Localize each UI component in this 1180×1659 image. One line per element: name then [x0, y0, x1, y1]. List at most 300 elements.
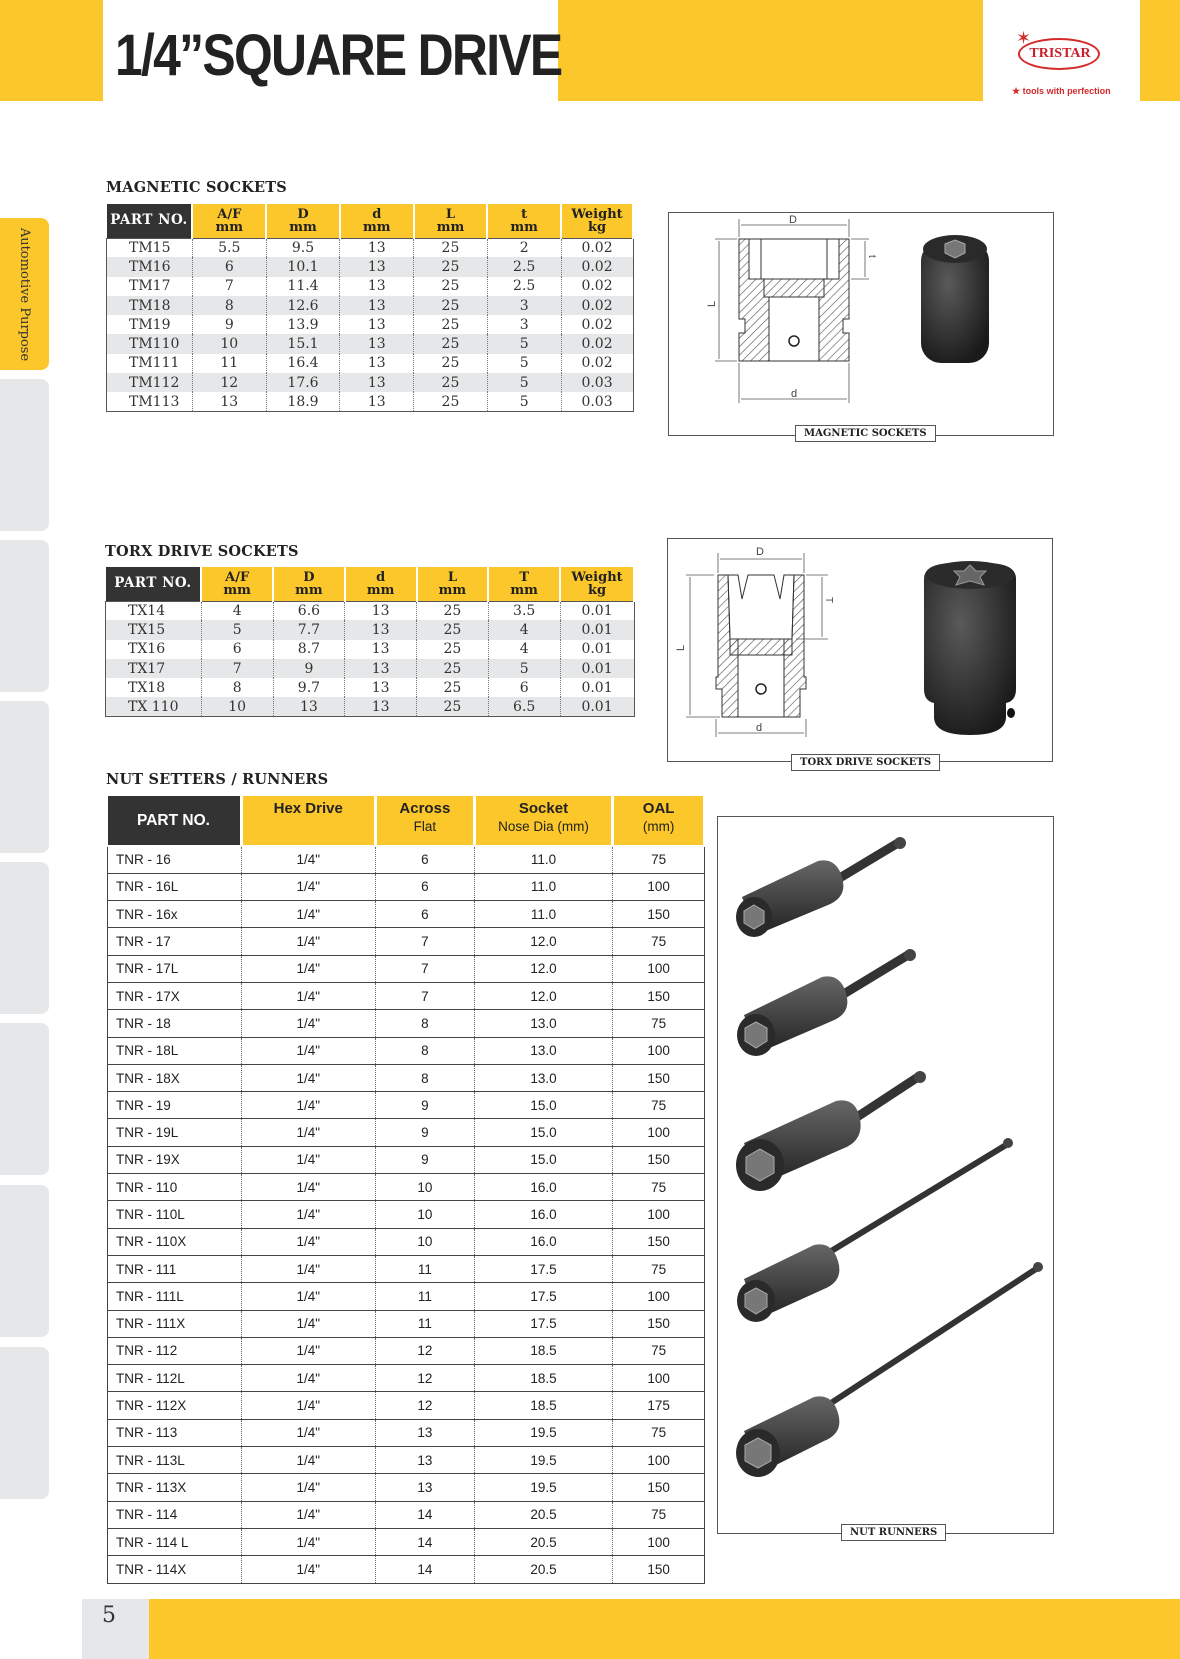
- column-header: [561, 204, 633, 238]
- column-header-unit: mm: [366, 582, 395, 598]
- table-cell: TM111: [129, 355, 180, 372]
- side-tab-automotive-purpose[interactable]: [0, 218, 49, 370]
- column-header: [201, 567, 273, 601]
- column-header-unit: mm: [510, 219, 538, 235]
- table-cell: 6: [192, 257, 266, 276]
- table-cell: TNR - 114 L: [108, 1528, 242, 1555]
- column-header-unit: mm: [436, 219, 465, 235]
- column-header-sub: Flat: [413, 819, 437, 834]
- table-cell: 0.02: [561, 257, 633, 276]
- table-cell: 7: [375, 982, 474, 1009]
- table-cell: 1/4": [241, 1474, 375, 1501]
- table-cell: 150: [613, 1556, 705, 1583]
- table-row: [107, 334, 634, 353]
- table-cell: 11: [375, 1310, 474, 1337]
- column-header: [345, 567, 417, 601]
- table-cell: 0.01: [560, 620, 634, 639]
- table-cell: 13: [340, 334, 414, 353]
- magnetic-sockets-table: [106, 204, 634, 412]
- table-cell: 75: [613, 1010, 705, 1037]
- table-cell: TNR - 18L: [108, 1037, 242, 1064]
- table-cell: 0.01: [560, 601, 634, 620]
- table-cell: 10: [375, 1174, 474, 1201]
- side-tab-6[interactable]: [0, 1023, 49, 1175]
- table-cell: 100: [613, 1119, 705, 1146]
- table-cell: 13: [340, 392, 414, 411]
- side-tab-3[interactable]: [0, 540, 49, 692]
- table-cell: 15.0: [474, 1119, 613, 1146]
- table-cell: 150: [613, 1064, 705, 1091]
- table-cell: 1/4": [241, 1447, 375, 1474]
- table-cell: 12: [375, 1365, 474, 1392]
- table-cell: 12: [375, 1392, 474, 1419]
- table-cell: TX 110: [106, 697, 202, 716]
- table-header-row: [108, 796, 705, 846]
- brand-name: TRISTAR: [1029, 46, 1091, 61]
- table-cell: 25: [414, 354, 488, 373]
- star-icon: ✶: [1016, 28, 1032, 49]
- table-cell: 9: [375, 1092, 474, 1119]
- table-cell: 1/4": [241, 1528, 375, 1555]
- table-cell: 13.0: [474, 1010, 613, 1037]
- table-row: [108, 901, 705, 928]
- table-cell: 1/4": [241, 1146, 375, 1173]
- table-cell: 5: [487, 354, 561, 373]
- table-row: [108, 1119, 705, 1146]
- column-header: [241, 796, 375, 846]
- table-cell: 12: [192, 373, 266, 392]
- table-cell: 19.5: [474, 1419, 613, 1446]
- table-cell: 0.01: [560, 678, 634, 697]
- table-cell: 13: [345, 601, 417, 620]
- header-band-left: [0, 0, 103, 101]
- table-cell: TX15: [106, 620, 202, 639]
- dim-label-L: L: [675, 644, 687, 651]
- table-cell: 6: [375, 901, 474, 928]
- table-cell: TNR - 110L: [108, 1201, 242, 1228]
- table-cell: 18.5: [474, 1365, 613, 1392]
- column-header-label: L: [445, 206, 456, 222]
- column-header-sub: Nose Dia (mm): [498, 819, 589, 834]
- column-header-label: d: [372, 206, 382, 222]
- table-cell: TNR - 114X: [108, 1556, 242, 1583]
- table-cell: 13: [340, 257, 414, 276]
- table-cell: 100: [613, 1528, 705, 1555]
- table-cell: 6: [488, 678, 560, 697]
- dim-label-T: T: [823, 597, 834, 604]
- table-cell: 15.0: [474, 1146, 613, 1173]
- magnetic-sockets-title: MAGNETIC SOCKETS: [106, 179, 287, 196]
- table-cell: 12.6: [266, 296, 340, 315]
- table-cell: 1/4": [241, 1392, 375, 1419]
- table-row: [107, 392, 634, 411]
- side-tab-label: Automotive Purpose: [17, 227, 32, 361]
- table-cell: TNR - 16L: [108, 873, 242, 900]
- table-cell: 75: [613, 1419, 705, 1446]
- table-row: [107, 315, 634, 334]
- table-row: [108, 1501, 705, 1528]
- nut-runners-photo: [718, 817, 1053, 1533]
- column-header-unit: mm: [362, 219, 391, 235]
- nut-runner-3: [736, 1071, 926, 1191]
- table-cell: 16.4: [266, 354, 340, 373]
- table-cell: 0.02: [561, 334, 633, 353]
- table-cell: 16.0: [474, 1201, 613, 1228]
- table-cell: 100: [613, 1447, 705, 1474]
- table-cell: 5: [487, 392, 561, 411]
- table-cell: TX14: [128, 602, 166, 619]
- table-cell: 0.02: [561, 315, 633, 334]
- table-row: [108, 1092, 705, 1119]
- nut-runner-1: [736, 837, 906, 937]
- table-cell: TNR - 111X: [108, 1310, 242, 1337]
- table-row: [108, 1365, 705, 1392]
- table-cell: 1/4": [241, 1283, 375, 1310]
- table-cell: 175: [613, 1392, 705, 1419]
- table-cell: 13: [340, 296, 414, 315]
- table-cell: 4: [488, 620, 560, 639]
- column-header-unit: kg: [587, 582, 607, 598]
- column-header: [106, 567, 202, 601]
- column-header-label: Socket: [518, 800, 569, 817]
- table-cell: 12.0: [474, 982, 613, 1009]
- table-cell: 7: [375, 928, 474, 955]
- table-cell: 10: [192, 334, 266, 353]
- table-cell: 25: [414, 373, 488, 392]
- table-cell: 7.7: [273, 620, 345, 639]
- dim-label-d: d: [791, 388, 798, 400]
- table-cell: 18.5: [474, 1337, 613, 1364]
- column-header-unit: mm: [295, 582, 323, 598]
- table-cell: 75: [613, 1501, 705, 1528]
- table-cell: 8.7: [273, 640, 345, 659]
- table-row: [107, 354, 634, 373]
- column-header: [375, 796, 474, 846]
- header-band-middle: [558, 0, 983, 101]
- table-row: [108, 1037, 705, 1064]
- table-cell: 7: [375, 955, 474, 982]
- table-cell: 100: [613, 873, 705, 900]
- column-header-label: PART NO.: [137, 811, 210, 829]
- table-cell: 9: [192, 315, 266, 334]
- magnetic-figure-caption: MAGNETIC SOCKETS: [795, 425, 936, 442]
- side-tab-7[interactable]: [0, 1185, 49, 1337]
- table-cell: 75: [613, 1337, 705, 1364]
- page-number: 5: [102, 1603, 116, 1628]
- table-cell: 25: [414, 334, 488, 353]
- table-cell: 6: [375, 846, 474, 873]
- table-cell: TM17: [129, 278, 171, 295]
- table-cell: 18.5: [474, 1392, 613, 1419]
- table-cell: 13: [375, 1447, 474, 1474]
- table-cell: TNR - 110: [108, 1174, 242, 1201]
- column-header-label: L: [447, 569, 457, 585]
- table-cell: 13: [345, 659, 417, 678]
- table-row: [108, 1010, 705, 1037]
- table-cell: 6.6: [273, 601, 345, 620]
- table-row: [106, 620, 635, 639]
- table-cell: 1/4": [241, 1064, 375, 1091]
- column-header: [108, 796, 242, 846]
- table-cell: 1/4": [241, 1201, 375, 1228]
- table-cell: 20.5: [474, 1528, 613, 1555]
- table-cell: 5: [488, 659, 560, 678]
- table-cell: TNR - 17: [108, 928, 242, 955]
- table-cell: 9.7: [273, 678, 345, 697]
- table-cell: 75: [613, 846, 705, 873]
- side-tab-label-wrap: [0, 218, 49, 370]
- column-header-unit: mm: [510, 582, 538, 598]
- table-cell: 19.5: [474, 1447, 613, 1474]
- column-header: [192, 204, 266, 238]
- table-cell: 0.01: [560, 659, 634, 678]
- column-header-unit: kg: [587, 219, 607, 235]
- table-cell: 0.02: [561, 238, 633, 257]
- table-row: [108, 1419, 705, 1446]
- nut-setters-title: NUT SETTERS / RUNNERS: [106, 771, 329, 788]
- table-cell: 6.5: [488, 697, 560, 716]
- torx-figure-caption: TORX DRIVE SOCKETS: [791, 754, 940, 771]
- table-row: [107, 257, 634, 276]
- table-cell: 5: [487, 334, 561, 353]
- column-header: [613, 796, 705, 846]
- table-cell: 11.0: [474, 901, 613, 928]
- table-cell: 8: [375, 1064, 474, 1091]
- table-cell: 100: [613, 1037, 705, 1064]
- table-cell: 1/4": [241, 955, 375, 982]
- table-row: [108, 1255, 705, 1282]
- table-row: [108, 1556, 705, 1583]
- dim-label-d: d: [756, 722, 763, 734]
- footer-band: [149, 1599, 1180, 1659]
- table-cell: TNR - 111: [108, 1255, 242, 1282]
- table-cell: 15.1: [266, 334, 340, 353]
- table-cell: 12.0: [474, 955, 613, 982]
- table-row: [107, 238, 634, 257]
- table-cell: 0.02: [561, 354, 633, 373]
- table-cell: 10.1: [266, 257, 340, 276]
- table-header-row: [106, 567, 635, 601]
- table-cell: 9: [273, 659, 345, 678]
- table-cell: TNR - 18X: [108, 1064, 242, 1091]
- side-tab-8[interactable]: [0, 1347, 49, 1499]
- table-cell: TNR - 111L: [108, 1283, 242, 1310]
- table-row: [108, 1392, 705, 1419]
- table-row: [106, 659, 635, 678]
- table-cell: 2: [487, 238, 561, 257]
- column-header: [107, 204, 193, 238]
- magnetic-socket-drawing: [669, 213, 1053, 435]
- table-cell: TM15: [129, 239, 171, 256]
- table-cell: TNR - 18: [108, 1010, 242, 1037]
- table-cell: 100: [613, 1283, 705, 1310]
- table-cell: 13: [345, 640, 417, 659]
- header-band-right: [1140, 0, 1180, 101]
- table-cell: 75: [613, 1255, 705, 1282]
- table-cell: 75: [613, 928, 705, 955]
- table-cell: TNR - 114: [108, 1501, 242, 1528]
- table-row: [108, 1201, 705, 1228]
- table-cell: 8: [192, 296, 266, 315]
- column-header-label: PART NO.: [110, 212, 188, 229]
- table-cell: 1/4": [241, 1365, 375, 1392]
- table-row: [108, 1337, 705, 1364]
- table-cell: 11.0: [474, 873, 613, 900]
- table-cell: 6: [201, 640, 273, 659]
- table-cell: 0.01: [560, 640, 634, 659]
- magnetic-socket-photo: [921, 235, 989, 363]
- table-row: [107, 373, 634, 392]
- table-cell: 1/4": [241, 1310, 375, 1337]
- column-header: [560, 567, 634, 601]
- dim-label-L: L: [706, 300, 718, 307]
- table-cell: TNR - 113X: [108, 1474, 242, 1501]
- table-cell: 1/4": [241, 1092, 375, 1119]
- table-cell: 6: [375, 873, 474, 900]
- table-cell: 13: [340, 373, 414, 392]
- table-row: [108, 1310, 705, 1337]
- table-cell: 10: [375, 1201, 474, 1228]
- table-cell: 75: [613, 1092, 705, 1119]
- column-header-label: Hex Drive: [273, 800, 343, 817]
- table-cell: 150: [613, 982, 705, 1009]
- table-cell: TNR - 113L: [108, 1447, 242, 1474]
- table-cell: 13.9: [266, 315, 340, 334]
- column-header-label: d: [376, 569, 386, 585]
- table-cell: TM18: [107, 296, 193, 315]
- table-cell: 14: [375, 1556, 474, 1583]
- table-row: [108, 1474, 705, 1501]
- side-tab-4[interactable]: [0, 701, 49, 853]
- table-cell: 1/4": [241, 1501, 375, 1528]
- table-cell: 1/4": [241, 901, 375, 928]
- table-cell: 3: [487, 315, 561, 334]
- nut-runner-2: [737, 949, 916, 1056]
- table-row: [106, 678, 635, 697]
- column-header-label: A/F: [225, 569, 250, 585]
- column-header-label: OAL: [642, 800, 675, 817]
- table-cell: 150: [613, 1474, 705, 1501]
- table-cell: TNR - 17L: [108, 955, 242, 982]
- table-cell: 25: [417, 640, 489, 659]
- table-row: [106, 601, 635, 620]
- table-cell: 3.5: [488, 601, 560, 620]
- table-cell: 15.0: [474, 1092, 613, 1119]
- table-cell: TNR - 19: [108, 1092, 242, 1119]
- table-row: [106, 640, 635, 659]
- table-cell: 13: [273, 697, 345, 716]
- table-cell: 1/4": [241, 846, 375, 873]
- table-cell: 1/4": [241, 1337, 375, 1364]
- column-header-label: D: [297, 206, 309, 222]
- table-cell: 16.0: [474, 1228, 613, 1255]
- table-cell: 13.0: [474, 1037, 613, 1064]
- table-cell: TM112: [107, 373, 193, 392]
- table-cell: 1/4": [241, 1556, 375, 1583]
- table-cell: 1/4": [241, 1037, 375, 1064]
- table-cell: 11.4: [266, 277, 340, 296]
- magnetic-cross-section: [739, 239, 849, 361]
- table-cell: 5.5: [192, 238, 266, 257]
- table-cell: 100: [613, 955, 705, 982]
- table-cell: 5: [201, 620, 273, 639]
- table-cell: 9: [375, 1119, 474, 1146]
- table-cell: 100: [613, 1365, 705, 1392]
- column-header-label: A/F: [217, 206, 242, 222]
- table-cell: 25: [417, 659, 489, 678]
- table-cell: 11: [375, 1283, 474, 1310]
- table-cell: 75: [613, 1174, 705, 1201]
- column-header: [266, 204, 340, 238]
- nut-runners-figure-caption: NUT RUNNERS: [841, 1524, 946, 1541]
- table-cell: 14: [375, 1528, 474, 1555]
- column-header: [474, 796, 613, 846]
- table-cell: TM110: [107, 334, 193, 353]
- table-cell: 25: [414, 392, 488, 411]
- table-cell: 13: [340, 354, 414, 373]
- dim-label-D: D: [789, 214, 797, 226]
- column-header-label: Weight: [571, 569, 623, 585]
- torx-sockets-title: TORX DRIVE SOCKETS: [105, 543, 299, 560]
- table-row: [107, 296, 634, 315]
- table-cell: 13: [345, 620, 417, 639]
- table-cell: TNR - 16x: [108, 901, 242, 928]
- table-cell: TX16: [128, 641, 166, 658]
- table-cell: TNR - 112L: [108, 1365, 242, 1392]
- torx-cross-section: [716, 575, 806, 717]
- nut-runners-figure: [717, 816, 1054, 1534]
- table-cell: 25: [414, 257, 488, 276]
- table-cell: 11: [192, 354, 266, 373]
- column-header-unit: mm: [438, 582, 467, 598]
- table-cell: 25: [414, 277, 488, 296]
- table-cell: 13: [340, 315, 414, 334]
- table-cell: TNR - 17X: [108, 982, 242, 1009]
- dim-label-t: t: [866, 255, 877, 258]
- column-header-label: Weight: [571, 206, 623, 222]
- table-cell: 1/4": [241, 1119, 375, 1146]
- column-header-label: PART NO.: [114, 575, 192, 592]
- table-cell: 19.5: [474, 1474, 613, 1501]
- table-cell: 17.6: [266, 373, 340, 392]
- side-tab-2[interactable]: [0, 379, 49, 531]
- table-cell: 1/4": [241, 873, 375, 900]
- table-cell: 25: [417, 620, 489, 639]
- table-cell: 12.0: [474, 928, 613, 955]
- table-cell: 20.5: [474, 1556, 613, 1583]
- column-header-unit: mm: [289, 219, 317, 235]
- brand-tagline: ★ tools with perfection: [1012, 86, 1111, 96]
- table-cell: TNR - 112X: [108, 1392, 242, 1419]
- column-header-label: D: [303, 569, 315, 585]
- table-cell: 150: [613, 1228, 705, 1255]
- table-cell: TM113: [129, 393, 180, 410]
- table-cell: 11: [375, 1255, 474, 1282]
- table-cell: 18.9: [266, 392, 340, 411]
- torx-socket-drawing: [668, 539, 1052, 761]
- column-header-label: t: [521, 206, 528, 222]
- table-cell: 2.5: [487, 277, 561, 296]
- table-cell: 25: [414, 296, 488, 315]
- table-cell: 25: [414, 315, 488, 334]
- table-cell: 25: [417, 678, 489, 697]
- table-cell: TNR - 112: [108, 1337, 242, 1364]
- side-tab-5[interactable]: [0, 862, 49, 1014]
- table-cell: 0.02: [561, 296, 633, 315]
- table-cell: 12: [375, 1337, 474, 1364]
- table-cell: TM16: [107, 257, 193, 276]
- column-header: [340, 204, 414, 238]
